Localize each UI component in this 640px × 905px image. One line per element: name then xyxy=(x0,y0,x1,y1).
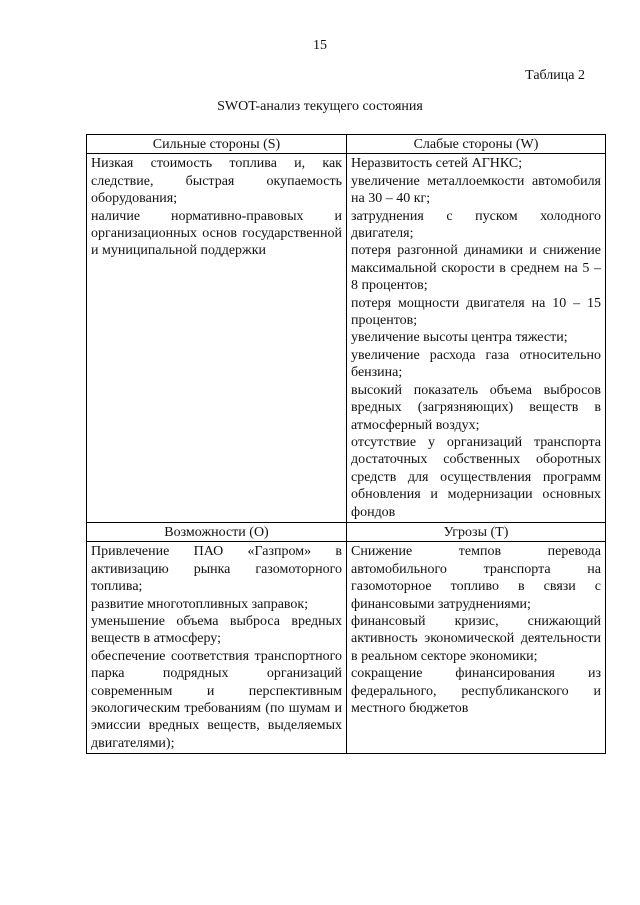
list-item: развитие многотопливных заправок; xyxy=(91,596,309,612)
strengths-heading: Сильные стороны (S) xyxy=(87,135,347,154)
list-item: потеря разгонной динамики и снижение максимальной скорости в среднем на 5 – 8 процентов; xyxy=(351,243,601,294)
list-item: уменьшение объема выброса вредных веществ в атмосферу; xyxy=(91,613,342,647)
list-item: финансовый кризис, снижающий активность экономической деятельности в реальном секторе экономики; xyxy=(351,613,601,664)
weaknesses-cell xyxy=(347,154,606,523)
opportunities-cell xyxy=(87,542,347,754)
table-row xyxy=(87,135,606,154)
table-row xyxy=(87,522,606,541)
list-item: отсутствие у организаций транспорта достаточных собственных оборотных средств для осуществления программ обновления и модернизации основных фондов xyxy=(351,434,601,520)
table-row xyxy=(87,154,606,523)
list-item: увеличение расхода газа относительно бензина; xyxy=(351,347,601,381)
table-title: SWOT-анализ текущего состояния xyxy=(217,99,423,114)
list-item: Неразвитость сетей АГНКС; xyxy=(351,156,523,172)
weaknesses-heading: Слабые стороны (W) xyxy=(347,135,606,154)
table-row xyxy=(87,542,606,754)
swot-table xyxy=(86,134,606,754)
opportunities-heading: Возможности (O) xyxy=(87,522,347,541)
list-item: Низкая стоимость топлива и, как следствие, быстрая окупаемость оборудования; xyxy=(91,156,342,207)
list-item: потеря мощности двигателя на 10 – 15 процентов; xyxy=(351,295,601,329)
threats-heading: Угрозы (T) xyxy=(347,522,606,541)
list-item: Снижение темпов перевода автомобильного транспорта на газомоторное топливо в связи с финансовыми затруднениями; xyxy=(351,544,601,612)
list-item: высокий показатель объема выбросов вредных (загрязняющих) веществ в атмосферный воздух; xyxy=(351,382,601,433)
list-item: увеличение высоты центра тяжести; xyxy=(351,330,568,346)
list-item: увеличение металлоемкости автомобиля на 30 – 40 кг; xyxy=(351,173,601,207)
list-item: обеспечение соответствия транспортного парка подрядных организаций современным и перспективным экологическим требованиям (по шумам и эмиссии вредных веществ, выделяемых двигателями); xyxy=(91,648,342,751)
threats-cell xyxy=(347,542,606,754)
strengths-cell xyxy=(87,154,347,523)
page-number: 15 xyxy=(313,38,327,53)
list-item: сокращение финансирования из федерального, республиканского и местного бюджетов xyxy=(351,666,601,716)
list-item: Привлечение ПАО «Газпром» в активизацию рынка газомоторного топлива; xyxy=(91,544,342,595)
table-label: Таблица 2 xyxy=(525,68,585,83)
list-item: затруднения с пуском холодного двигателя; xyxy=(351,208,601,242)
list-item: наличие нормативно-правовых и организационных основ государственной и муниципальной поддержки xyxy=(91,208,342,259)
